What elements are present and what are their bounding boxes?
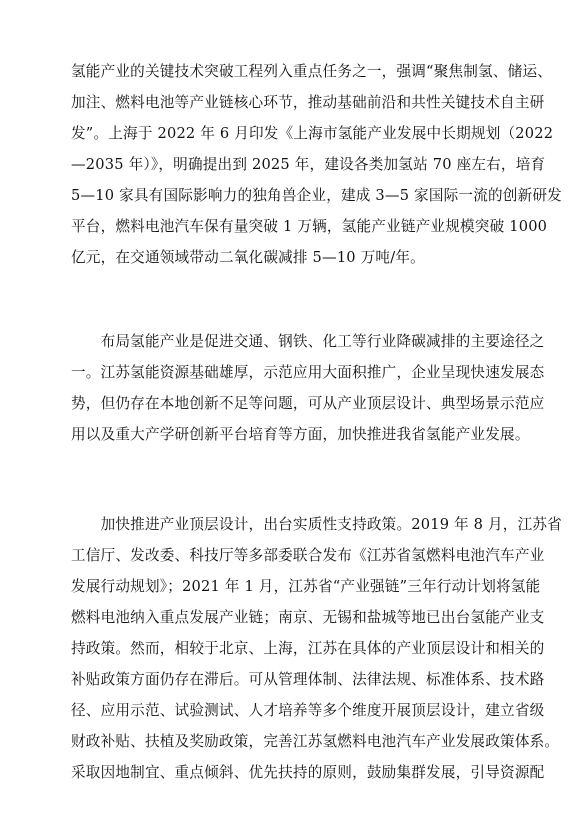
- text-line: 用以及重大产学研创新平台培育等方面，加快推进我省氢能产业发展。: [71, 426, 530, 443]
- text-line: 工信厅、发改委、科技厅等多部委联合发布《江苏省氢燃料电池汽车产业: [71, 547, 545, 564]
- paragraph-top-level-design: [71, 509, 562, 788]
- text-line: 布局氢能产业是促进交通、钢铁、化工等行业降碳减排的主要途径之: [71, 333, 545, 350]
- text-line: 燃料电池纳入重点发展产业链；南京、无锡和盐城等地已出台氢能产业支: [71, 609, 545, 626]
- text-line: 加快推进产业顶层设计，出台实质性支持政策。2019 年 8 月，江苏省: [71, 516, 562, 533]
- text-line: —2035 年）》，明确提出到 2025 年，建设各类加氢站 70 座左右，培育: [71, 156, 546, 173]
- text-line: 5—10 家具有国际影响力的独角兽企业，建成 3—5 家国际一流的创新研发: [71, 187, 562, 204]
- text-line: 亿元，在交通领域带动二氧化碳减排 5—10 万吨/年。: [71, 249, 425, 266]
- text-line: 发展行动规划》；2021 年 1 月，江苏省“产业强链”三年行动计划将氢能: [71, 578, 541, 595]
- text-line: 径、应用示范、试验测试、人才培养等多个维度开展顶层设计，建立省级: [71, 702, 545, 719]
- paragraph-hydrogen-policy-shanghai: [71, 56, 562, 273]
- text-line: 势，但仍存在本地创新不足等问题，可从产业顶层设计、典型场景示范应: [71, 395, 545, 412]
- text-line: 采取因地制宜、重点倾斜、优先扶持的原则，鼓励集群发展，引导资源配: [71, 764, 545, 781]
- text-line: 发”。上海于 2022 年 6 月印发《上海市氢能产业发展中长期规划（2022: [71, 125, 554, 142]
- text-line: 持政策。然而，相较于北京、上海，江苏在具体的产业顶层设计和相关的: [71, 640, 545, 657]
- text-line: 财政补贴、扶植及奖励政策，完善江苏氢燃料电池汽车产业发展政策体系。: [71, 733, 560, 750]
- paragraph-jiangsu-overview: [71, 326, 545, 450]
- text-line: 平台，燃料电池汽车保有量突破 1 万辆，氢能产业链产业规模突破 1000: [71, 218, 548, 235]
- text-line: 一。江苏氢能资源基础雄厚，示范应用大面积推广，企业呈现快速发展态: [71, 364, 545, 381]
- text-line: 补贴政策方面仍存在滞后。可从管理体制、法律法规、标准体系、技术路: [71, 671, 545, 688]
- text-line: 氢能产业的关键技术突破工程列入重点任务之一，强调“聚焦制氢、储运、: [71, 63, 553, 80]
- text-line: 加注、燃料电池等产业链核心环节，推动基础前沿和共性关键技术自主研: [71, 94, 545, 111]
